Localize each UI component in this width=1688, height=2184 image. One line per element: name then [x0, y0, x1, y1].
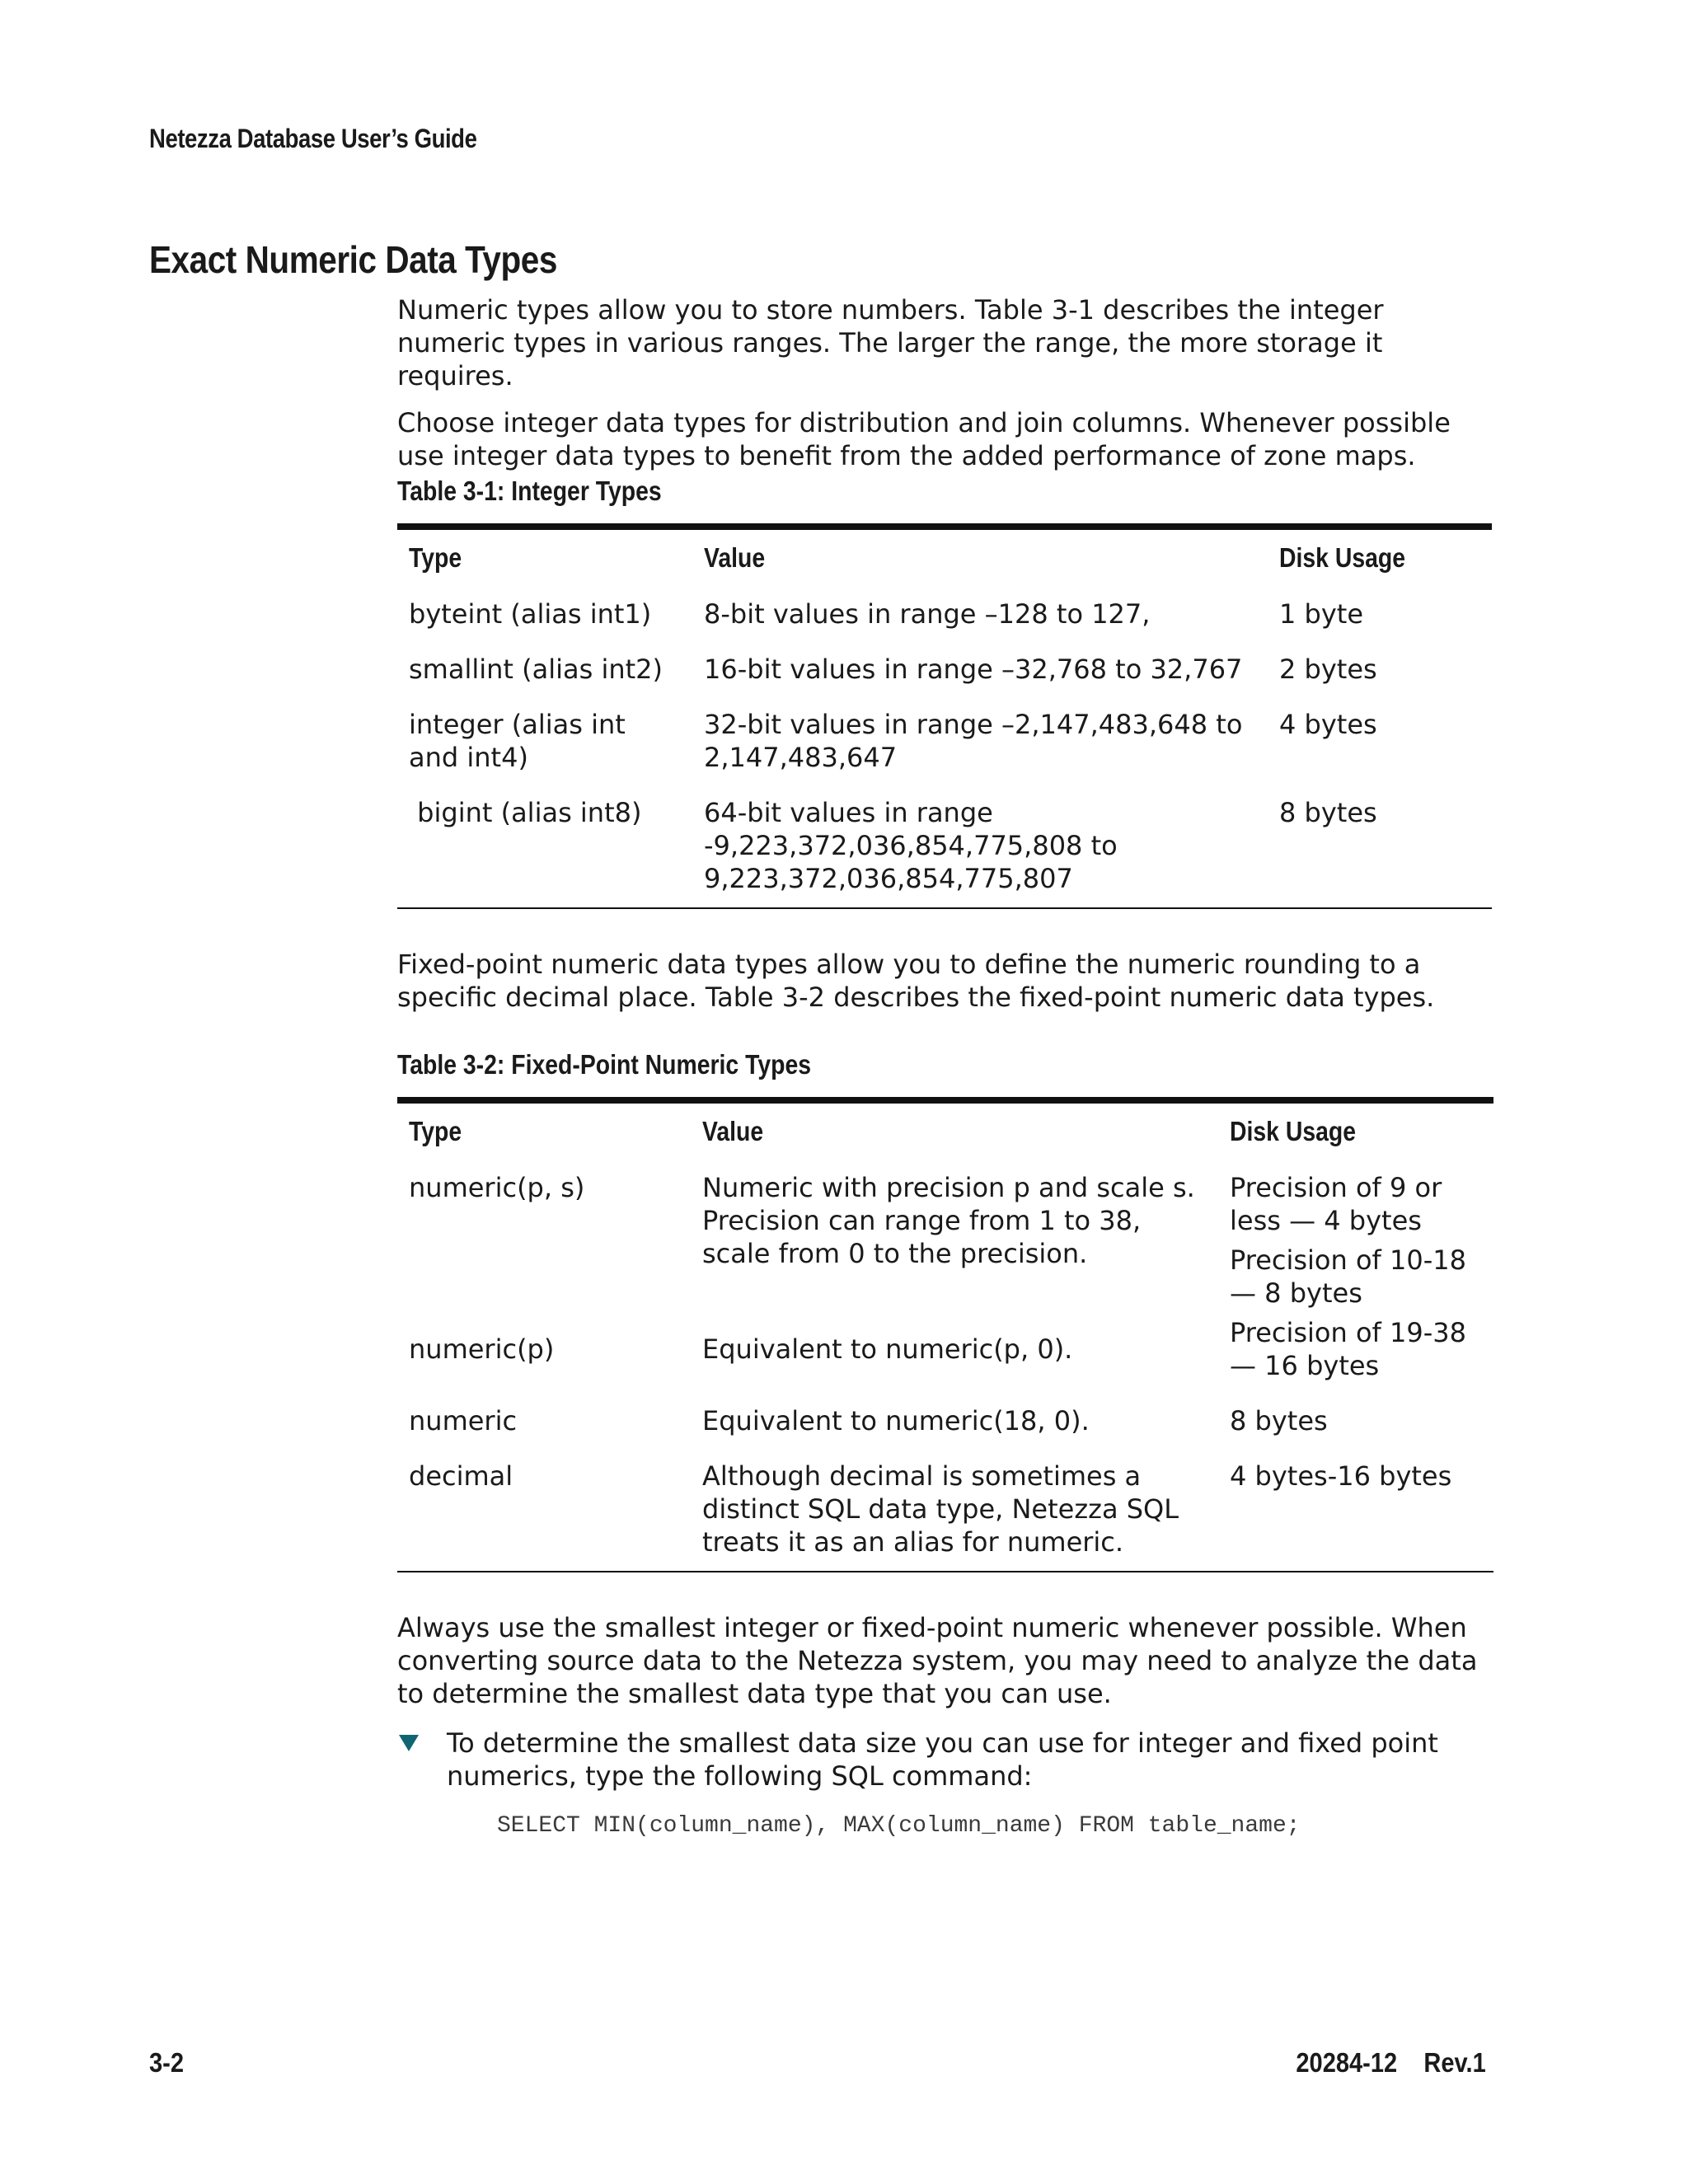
value-cell: 32-bit values in range –2,147,483,648 to 2,147,483,647	[704, 709, 1243, 773]
intro-text	[397, 293, 1493, 472]
precision-disk-usage: Precision of 9 or less — 4 bytes	[1230, 1172, 1442, 1236]
type-cell: byteint (alias int1)	[409, 598, 652, 630]
intro-paragraph: Choose integer data types for distribution and join columns. Whenever possible use integer data types to benefit from the added performance of zone maps.	[397, 407, 1451, 471]
sql-code: SELECT MIN(column_name), MAX(column_name) FROM table_name;	[497, 1813, 1301, 1839]
value-cell: 16-bit values in range –32,768 to 32,767	[704, 654, 1243, 685]
integer-types-table	[397, 523, 1492, 909]
disk-usage-cell	[1218, 1161, 1493, 1394]
table-header-row	[397, 1100, 1493, 1161]
table-row	[397, 698, 1492, 786]
value-cell: Although decimal is sometimes a distinct SQL data type, Netezza SQL treats it as an alias for numeric.	[702, 1460, 1179, 1558]
table1-caption: Table 3-1: Integer Types	[397, 476, 662, 506]
value-cell: Equivalent to numeric(18, 0).	[702, 1405, 1090, 1436]
type-cell: numeric(p, s)	[409, 1172, 585, 1203]
fixed-point-types-table	[397, 1097, 1493, 1572]
type-cell: smallint (alias int2)	[409, 654, 663, 685]
table-row	[397, 1450, 1493, 1572]
section-title: Exact Numeric Data Types	[149, 238, 557, 281]
table-row	[397, 588, 1492, 643]
disk-usage-cell: 4 bytes	[1279, 709, 1377, 740]
closing-text	[397, 1611, 1493, 1710]
disk-usage-cell: 1 byte	[1279, 598, 1364, 630]
body-paragraph: Fixed-point numeric data types allow you to define the numeric rounding to a specific decimal place. Table 3-2 describes the fixed-point numeric data types.	[397, 949, 1435, 1013]
table2-caption: Table 3-2: Fixed-Point Numeric Types	[397, 1049, 812, 1080]
type-cell: integer (alias int and int4)	[409, 709, 626, 773]
type-cell: bigint (alias int8)	[409, 797, 642, 828]
column-header-type: Type	[409, 542, 462, 573]
precision-disk-usage: Precision of 10-18 — 8 bytes	[1230, 1244, 1466, 1309]
value-cell: Equivalent to numeric(p, 0).	[702, 1333, 1073, 1366]
type-cell: numeric	[409, 1405, 518, 1436]
table-row	[397, 643, 1492, 698]
intro-paragraph: Numeric types allow you to store numbers. Table 3-1 describes the integer numeric types in various ranges. The larger the range, the more storage it requires.	[397, 294, 1384, 391]
bullet-text: To determine the smallest data size you can use for integer and fixed point numerics, type the following SQL command:	[447, 1727, 1438, 1792]
triangle-bullet-icon	[399, 1735, 419, 1751]
disk-usage-cell: 8 bytes	[1279, 797, 1377, 828]
body-paragraph: Always use the smallest integer or fixed-point numeric whenever possible. When converting source data to the Netezza system, you may need to analyze the data to determine the smallest data type that you can use.	[397, 1612, 1478, 1709]
document-id: 20284-12 Rev.1	[1296, 2047, 1486, 2078]
value-cell: Numeric with precision p and scale s. Precision can range from 1 to 38, scale from 0 to the precision.	[702, 1172, 1195, 1269]
page-number: 3-2	[149, 2047, 184, 2078]
precision-disk-usage: Precision of 19-38 — 16 bytes	[1230, 1317, 1466, 1381]
disk-usage-cell: 8 bytes	[1230, 1405, 1328, 1436]
column-header-disk-usage: Disk Usage	[1279, 542, 1406, 573]
column-header-value: Value	[702, 1116, 764, 1146]
type-cell: decimal	[409, 1460, 513, 1492]
running-header: Netezza Database User’s Guide	[149, 124, 477, 153]
bullet-item	[397, 1727, 1493, 1793]
value-cell: 64-bit values in range -9,223,372,036,854,775,808 to 9,223,372,036,854,775,807	[704, 797, 1118, 894]
table-row	[397, 1394, 1493, 1450]
value-cell: 8-bit values in range –128 to 127,	[704, 598, 1151, 630]
disk-usage-cell: 4 bytes-16 bytes	[1230, 1460, 1452, 1492]
column-header-disk-usage: Disk Usage	[1230, 1116, 1357, 1146]
table-header-row	[397, 527, 1492, 588]
fixed-point-intro	[397, 948, 1493, 1014]
table-row	[397, 786, 1492, 908]
disk-usage-cell: 2 bytes	[1279, 654, 1377, 685]
table-row	[397, 1161, 1493, 1323]
column-header-type: Type	[409, 1116, 462, 1146]
column-header-value: Value	[704, 542, 766, 573]
type-cell: numeric(p)	[409, 1333, 555, 1366]
